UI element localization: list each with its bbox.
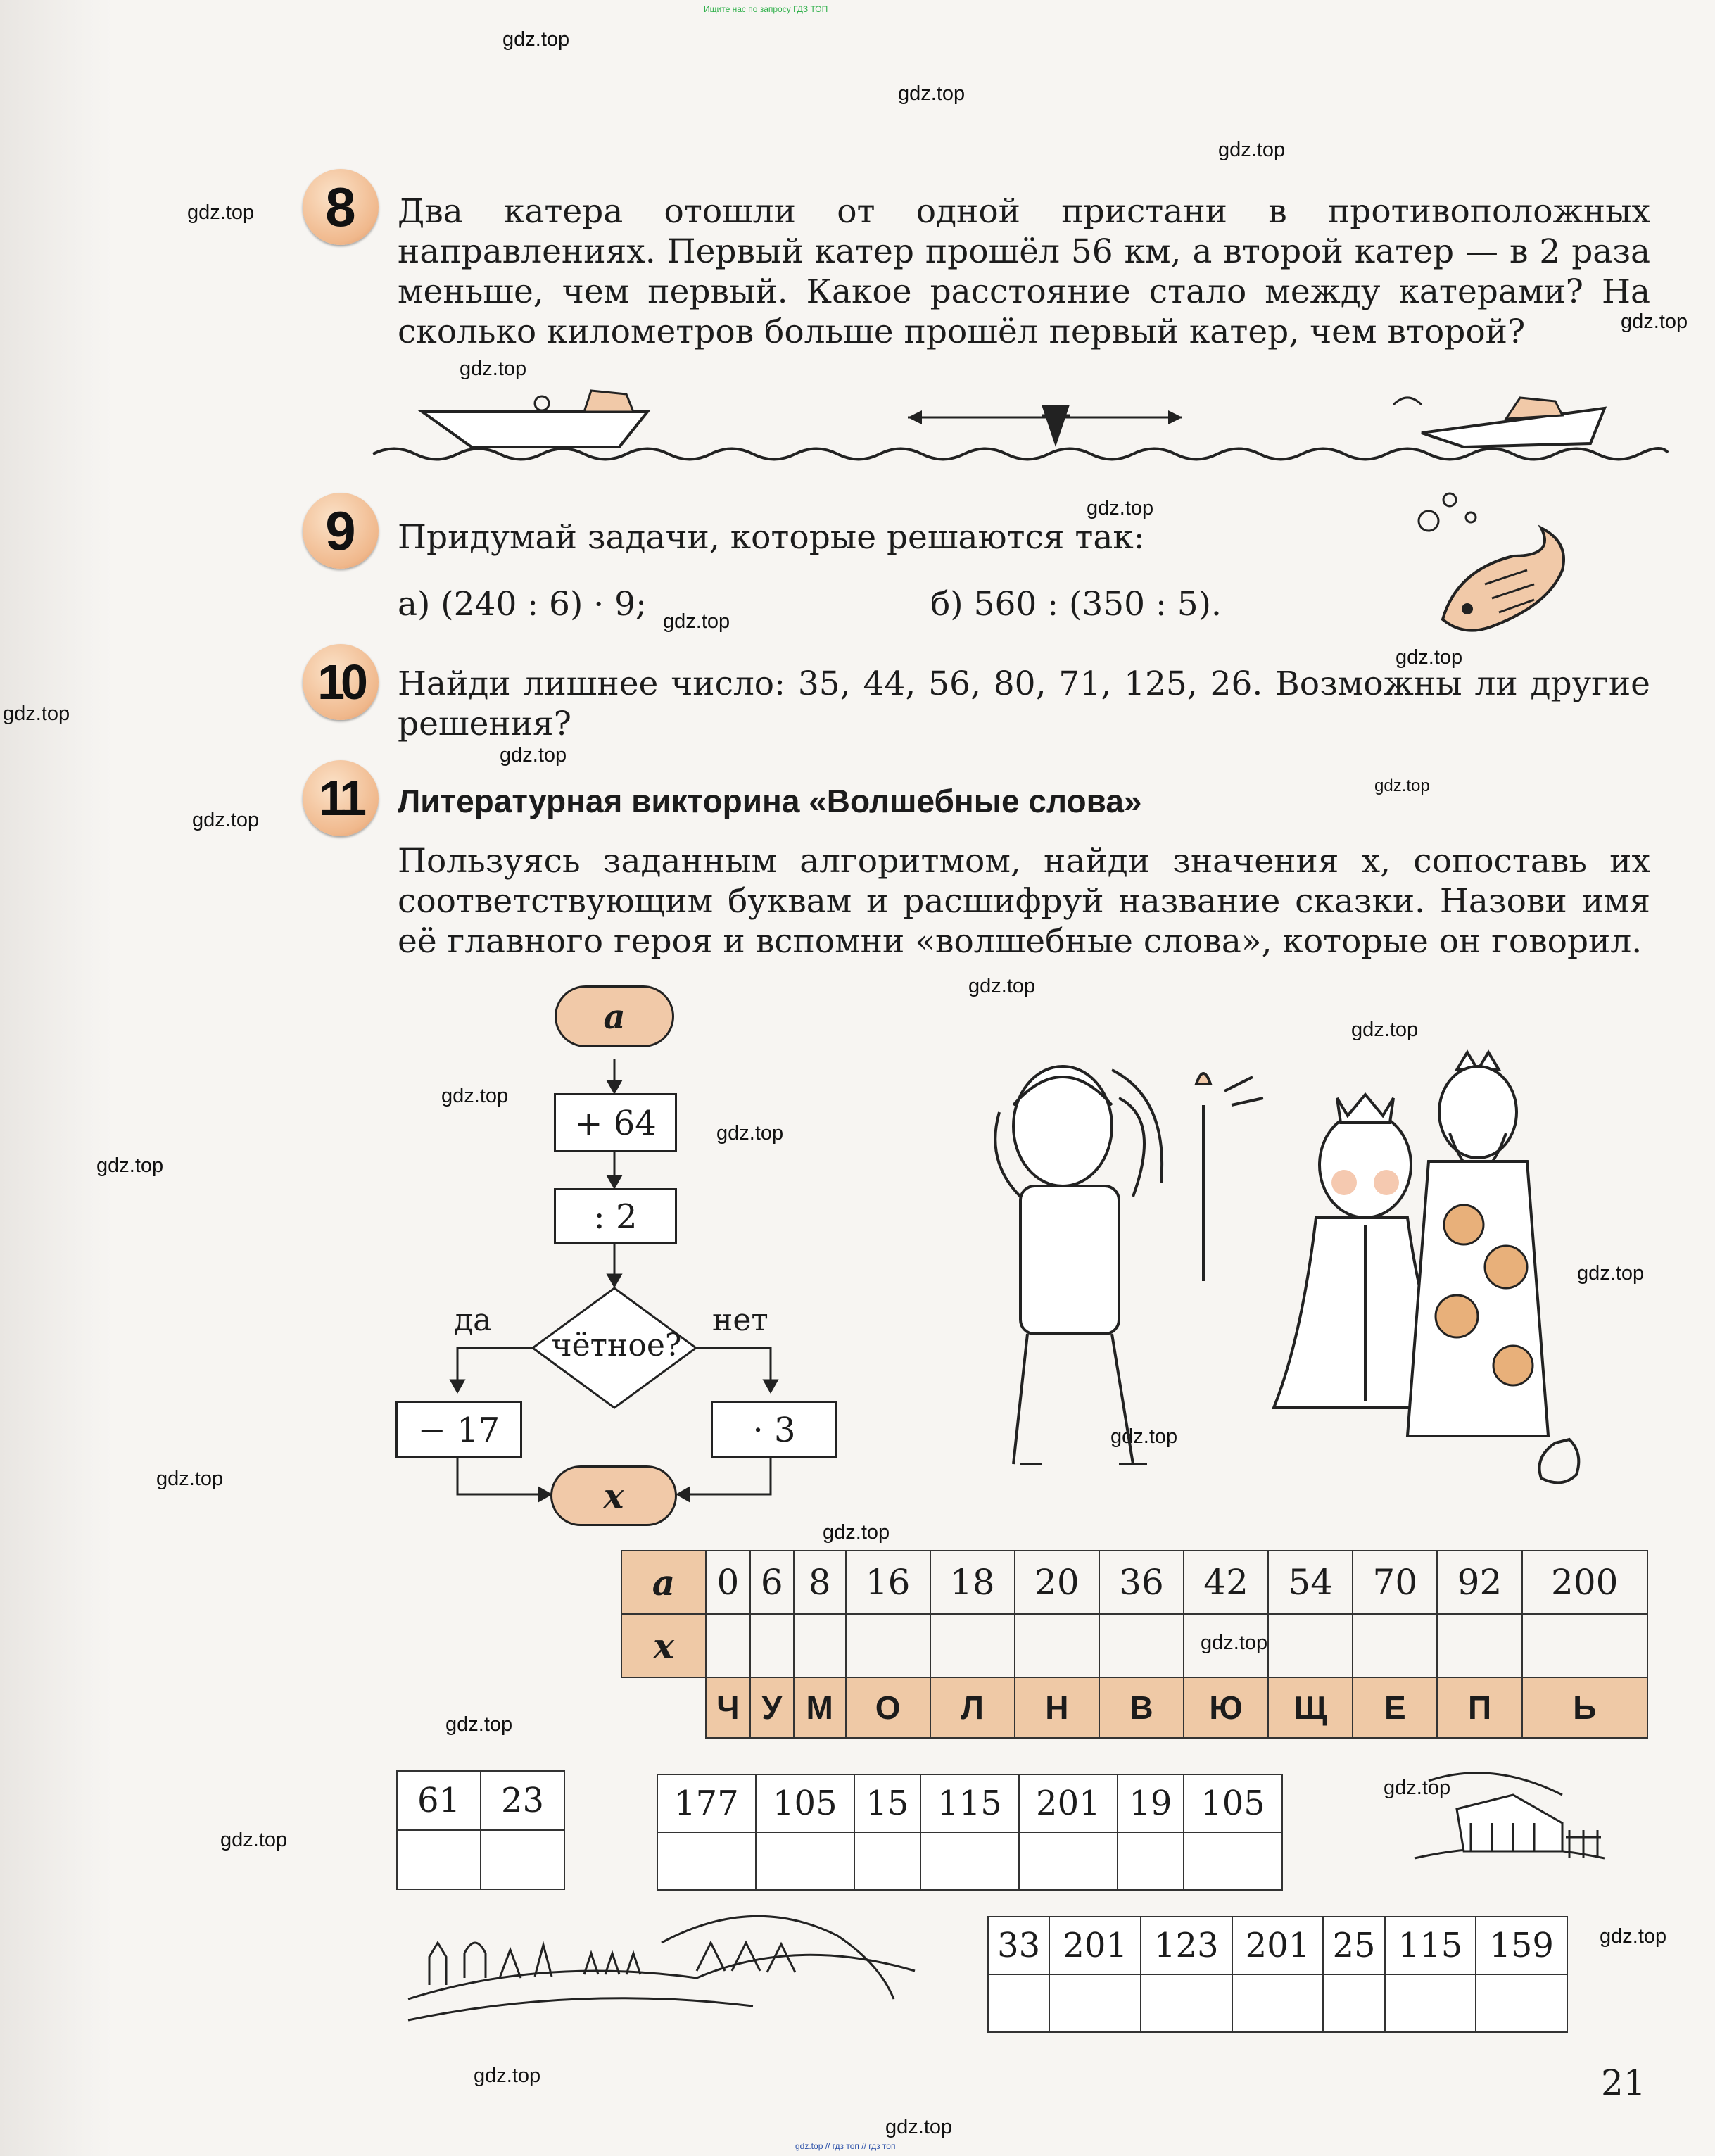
letter-cell: О xyxy=(846,1677,930,1738)
watermark: gdz.top xyxy=(1577,1262,1645,1285)
x-cell-empty xyxy=(794,1614,846,1677)
answer-blank[interactable] xyxy=(1118,1832,1184,1890)
flowchart-divide-step: : 2 xyxy=(554,1188,677,1244)
task-11-text: Пользуясь заданным алгоритмом, найди значения x, сопоставь их соответствующим буквам и расшифруй название сказки. Назови имя её главного героя и вспомни «волшебные слова», которые он говорил. xyxy=(398,842,1650,961)
answer-blank[interactable] xyxy=(1476,1974,1567,2032)
flowchart-subtract-step: − 17 xyxy=(395,1401,522,1458)
code-table-row-a xyxy=(621,1551,1647,1614)
a-value: 16 xyxy=(846,1551,930,1614)
answer-cell: 23 xyxy=(481,1771,564,1830)
task-9-number: 9 xyxy=(303,493,379,569)
a-value: 0 xyxy=(706,1551,750,1614)
answer-blank[interactable] xyxy=(920,1832,1019,1890)
answer-cell: 105 xyxy=(1184,1774,1282,1832)
x-cell-empty xyxy=(1353,1614,1437,1677)
a-value: 18 xyxy=(930,1551,1015,1614)
row-label-x: x xyxy=(621,1614,706,1677)
watermark: gdz.top xyxy=(220,1829,288,1851)
watermark: gdz.top xyxy=(1218,139,1286,161)
code-table-row-x xyxy=(621,1614,1647,1677)
answer-cell: 105 xyxy=(756,1774,854,1832)
answer-blank[interactable] xyxy=(481,1830,564,1889)
answer-box-2 xyxy=(657,1774,1283,1891)
watermark: gdz.top xyxy=(716,1122,784,1145)
watermark: gdz.top xyxy=(187,201,255,224)
watermark: gdz.top xyxy=(1201,1632,1268,1654)
answer-blank[interactable] xyxy=(1184,1832,1282,1890)
answer-blank[interactable] xyxy=(1323,1974,1384,2032)
watermark: gdz.top xyxy=(1087,497,1154,519)
x-cell-empty xyxy=(706,1614,750,1677)
x-cell-empty xyxy=(750,1614,794,1677)
row-label-a: a xyxy=(621,1551,706,1614)
letter-cell: В xyxy=(1099,1677,1184,1738)
a-value: 42 xyxy=(1184,1551,1268,1614)
watermark: gdz.top xyxy=(445,1713,513,1736)
answer-cell: 201 xyxy=(1019,1774,1118,1832)
flowchart-decision: чётное? xyxy=(551,1328,682,1363)
a-value: 8 xyxy=(794,1551,846,1614)
x-cell-empty xyxy=(1437,1614,1521,1677)
a-value: 54 xyxy=(1268,1551,1353,1614)
letter-cell: Щ xyxy=(1268,1677,1353,1738)
flowchart-end: x xyxy=(550,1465,677,1526)
watermark: gdz.top xyxy=(823,1521,890,1544)
answer-cell: 25 xyxy=(1323,1917,1384,1974)
watermark: gdz.top xyxy=(192,809,260,831)
watermark: gdz.top xyxy=(96,1154,164,1177)
flowchart-yes-label: да xyxy=(454,1302,492,1338)
letter-cell: Ч xyxy=(706,1677,750,1738)
top-note: Ищите нас по запросу ГДЗ ТОП xyxy=(704,4,828,14)
task-9-part-b: б) 560 : (350 : 5). xyxy=(930,585,1222,624)
answer-box-1 xyxy=(396,1770,565,1890)
watermark: gdz.top xyxy=(968,975,1036,997)
town-illustration xyxy=(401,1893,922,2027)
letter-cell: Ю xyxy=(1184,1677,1268,1738)
watermark: gdz.top xyxy=(898,82,966,105)
x-cell-empty xyxy=(846,1614,930,1677)
watermark: gdz.top xyxy=(663,610,730,633)
watermark: gdz.top xyxy=(1351,1019,1419,1041)
watermark: gdz.top xyxy=(474,2064,541,2087)
watermark: gdz.top xyxy=(500,744,567,767)
watermark: gdz.top xyxy=(3,702,70,725)
watermark: gdz.top xyxy=(441,1085,509,1107)
flowchart-no-label: нет xyxy=(712,1302,768,1338)
a-value: 70 xyxy=(1353,1551,1437,1614)
answer-blank[interactable] xyxy=(1049,1974,1141,2032)
a-value: 20 xyxy=(1015,1551,1099,1614)
answer-cell: 19 xyxy=(1118,1774,1184,1832)
watermark: gdz.top xyxy=(502,28,570,51)
letter-cell: П xyxy=(1437,1677,1521,1738)
task-11-number: 11 xyxy=(303,760,379,836)
letter-cell: М xyxy=(794,1677,846,1738)
answer-cell: 115 xyxy=(1385,1917,1476,1974)
code-table xyxy=(621,1550,1648,1739)
watermark: gdz.top xyxy=(1396,646,1463,669)
task-11-title: Литературная викторина «Волшебные слова» xyxy=(398,783,1142,819)
answer-cell: 115 xyxy=(920,1774,1019,1832)
answer-blank[interactable] xyxy=(854,1832,920,1890)
watermark: gdz.top xyxy=(460,358,527,380)
answer-box-3 xyxy=(987,1916,1568,2033)
task-10-text: Найди лишнее число: 35, 44, 56, 80, 71, 125, 26. Возможны ли другие решения? xyxy=(398,664,1650,743)
watermark: gdz.top xyxy=(1621,310,1688,333)
letter-cell: Ь xyxy=(1522,1677,1647,1738)
answer-blank[interactable] xyxy=(397,1830,481,1889)
hut-illustration xyxy=(1400,1753,1612,1879)
watermark: gdz.top xyxy=(885,2116,953,2138)
watermark: gdz.top xyxy=(1110,1425,1178,1448)
letter-cell: Е xyxy=(1353,1677,1437,1738)
x-cell-empty xyxy=(1268,1614,1353,1677)
answer-blank[interactable] xyxy=(756,1832,854,1890)
task-8-number: 8 xyxy=(303,169,379,245)
page-number: 21 xyxy=(1601,2062,1646,2103)
task-10-number: 10 xyxy=(303,644,379,720)
answer-blank[interactable] xyxy=(1385,1974,1476,2032)
x-cell-empty xyxy=(1099,1614,1184,1677)
flowchart-start: a xyxy=(555,985,674,1047)
answer-blank[interactable] xyxy=(1019,1832,1118,1890)
bottom-note: gdz.top // гдз топ // гдз топ xyxy=(795,2141,896,2151)
task-9-part-a: а) (240 : 6) · 9; xyxy=(398,585,647,624)
letter-cell: Н xyxy=(1015,1677,1099,1738)
code-table-row-letters xyxy=(621,1677,1647,1738)
flowchart-add-step: + 64 xyxy=(554,1093,677,1152)
watermark: gdz.top xyxy=(156,1468,224,1490)
watermark: gdz.top xyxy=(1374,776,1430,795)
page-edge-shadow xyxy=(0,0,113,2156)
boats-illustration xyxy=(366,377,1675,468)
answer-cell: 177 xyxy=(657,1774,756,1832)
x-cell-empty xyxy=(1184,1614,1268,1677)
answer-blank[interactable] xyxy=(1232,1974,1324,2032)
task-9-text: Придумай задачи, которые решаются так: xyxy=(398,518,1145,557)
letter-cell: У xyxy=(750,1677,794,1738)
x-cell-empty xyxy=(1015,1614,1099,1677)
letters-spacer xyxy=(621,1677,706,1738)
letter-cell: Л xyxy=(930,1677,1015,1738)
x-cell-empty xyxy=(930,1614,1015,1677)
answer-cell: 201 xyxy=(1049,1917,1141,1974)
answer-cell: 123 xyxy=(1141,1917,1232,1974)
a-value: 92 xyxy=(1437,1551,1521,1614)
answer-blank[interactable] xyxy=(988,1974,1049,2032)
answer-cell: 15 xyxy=(854,1774,920,1832)
task-8-text: Два катера отошли от одной пристани в противоположных направлениях. Первый катер прошёл 56 км, а второй катер — в 2 раза меньше, чем первый. Какое расстояние стало между катерами? На сколько километров больше прошёл первый катер, чем второй? xyxy=(398,192,1650,351)
watermark: gdz.top xyxy=(1600,1925,1667,1948)
answer-cell: 159 xyxy=(1476,1917,1567,1974)
a-value: 36 xyxy=(1099,1551,1184,1614)
flowchart-multiply-step: · 3 xyxy=(711,1401,837,1458)
answer-blank[interactable] xyxy=(1141,1974,1232,2032)
answer-cell: 33 xyxy=(988,1917,1049,1974)
answer-blank[interactable] xyxy=(657,1832,756,1890)
x-cell-empty xyxy=(1522,1614,1647,1677)
answer-cell: 201 xyxy=(1232,1917,1324,1974)
a-value: 200 xyxy=(1522,1551,1647,1614)
fish-illustration xyxy=(1400,486,1583,648)
answer-cell: 61 xyxy=(397,1771,481,1830)
fairytale-characters-illustration xyxy=(971,1014,1590,1520)
a-value: 6 xyxy=(750,1551,794,1614)
watermark: gdz.top xyxy=(1384,1777,1451,1799)
